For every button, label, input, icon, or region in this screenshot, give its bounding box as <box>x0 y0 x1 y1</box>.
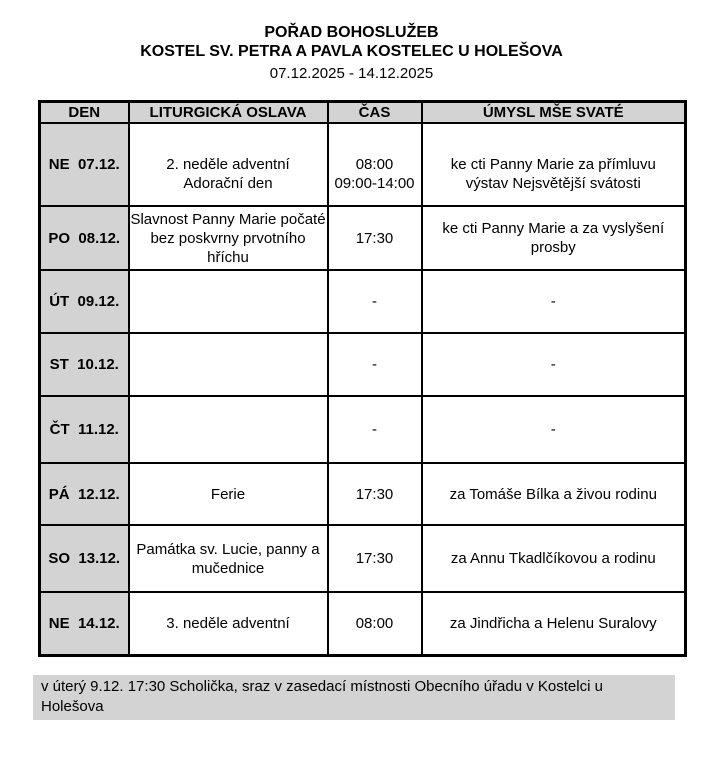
oslava-cell <box>129 123 328 206</box>
oslava-cell <box>129 333 328 396</box>
umysl-cell: ke cti Panny Marie a za vyslyšení prosby <box>422 206 686 270</box>
table-row-ut-0912 <box>40 270 686 333</box>
document-header <box>0 0 703 83</box>
table-row-ct-1112 <box>40 396 686 463</box>
page-title: POŘAD BOHOSLUŽEB <box>264 24 439 41</box>
page-subtitle: KOSTEL SV. PETRA A PAVLA KOSTELEC U HOLEŠOVA <box>140 43 563 60</box>
cas-cell <box>328 123 422 206</box>
day-cell: ČT 11.12. <box>40 396 129 463</box>
table-row-po-0812 <box>40 206 686 270</box>
table-row-ne-1412 <box>40 592 686 655</box>
umysl-cell: - <box>422 333 686 396</box>
day-cell: PO 08.12. <box>40 206 129 270</box>
oslava-cell: Památka sv. Lucie, panny a mučednice <box>129 525 328 592</box>
cas-entry: 09:00-14:00 <box>334 175 415 192</box>
table-row-ne-0712 <box>40 123 686 206</box>
oslava-cell <box>129 270 328 333</box>
schedule-table <box>38 100 687 657</box>
oslava-cell: 3. neděle adventní <box>129 592 328 655</box>
oslava-cell <box>129 396 328 463</box>
umysl-entry: výstav Nejsvětější svátosti <box>465 175 641 192</box>
umysl-cell: - <box>422 396 686 463</box>
day-cell: SO 13.12. <box>40 525 129 592</box>
day-cell: PÁ 12.12. <box>40 463 129 525</box>
date-range: 07.12.2025 - 14.12.2025 <box>269 65 434 82</box>
table-row-pa-1212 <box>40 463 686 525</box>
cas-cell: 17:30 <box>328 206 422 270</box>
umysl-stack <box>423 132 685 197</box>
cas-cell: 08:00 <box>328 592 422 655</box>
table-row-st-1012 <box>40 333 686 396</box>
umysl-cell: za Jindřicha a Helenu Suralovy <box>422 592 686 655</box>
oslava-cell: Ferie <box>129 463 328 525</box>
umysl-cell: za Annu Tkadlčíkovou a rodinu <box>422 525 686 592</box>
note-banner: v úterý 9.12. 17:30 Scholička, sraz v zasedací místnosti Obecního úřadu v Kostelci u Holešova <box>33 675 675 720</box>
oslava-entry: Adorační den <box>183 175 273 192</box>
oslava-entry: 2. neděle adventní <box>166 156 290 173</box>
column-header-umysl: ÚMYSL MŠE SVATÉ <box>422 102 686 124</box>
day-cell: NE 14.12. <box>40 592 129 655</box>
umysl-cell: za Tomáše Bílka a živou rodinu <box>422 463 686 525</box>
column-header-cas: ČAS <box>328 102 422 124</box>
day-cell: ST 10.12. <box>40 333 129 396</box>
umysl-cell <box>422 123 686 206</box>
cas-entry: 08:00 <box>355 156 394 173</box>
umysl-entry: ke cti Panny Marie za přímluvu <box>450 156 656 173</box>
cas-stack <box>329 132 421 197</box>
table-row-so-1312 <box>40 525 686 592</box>
cas-cell: - <box>328 333 422 396</box>
cas-cell: - <box>328 396 422 463</box>
column-header-den: DEN <box>40 102 129 124</box>
day-cell: ÚT 09.12. <box>40 270 129 333</box>
cas-cell: - <box>328 270 422 333</box>
umysl-cell: - <box>422 270 686 333</box>
oslava-cell: Slavnost Panny Marie počaté bez poskvrny prvotního hříchu <box>129 206 328 270</box>
cas-cell: 17:30 <box>328 463 422 525</box>
cas-cell: 17:30 <box>328 525 422 592</box>
column-header-liturgicka-oslava: LITURGICKÁ OSLAVA <box>129 102 328 124</box>
day-cell: NE 07.12. <box>40 123 129 206</box>
table-header-row <box>40 102 686 124</box>
oslava-stack <box>130 132 327 197</box>
